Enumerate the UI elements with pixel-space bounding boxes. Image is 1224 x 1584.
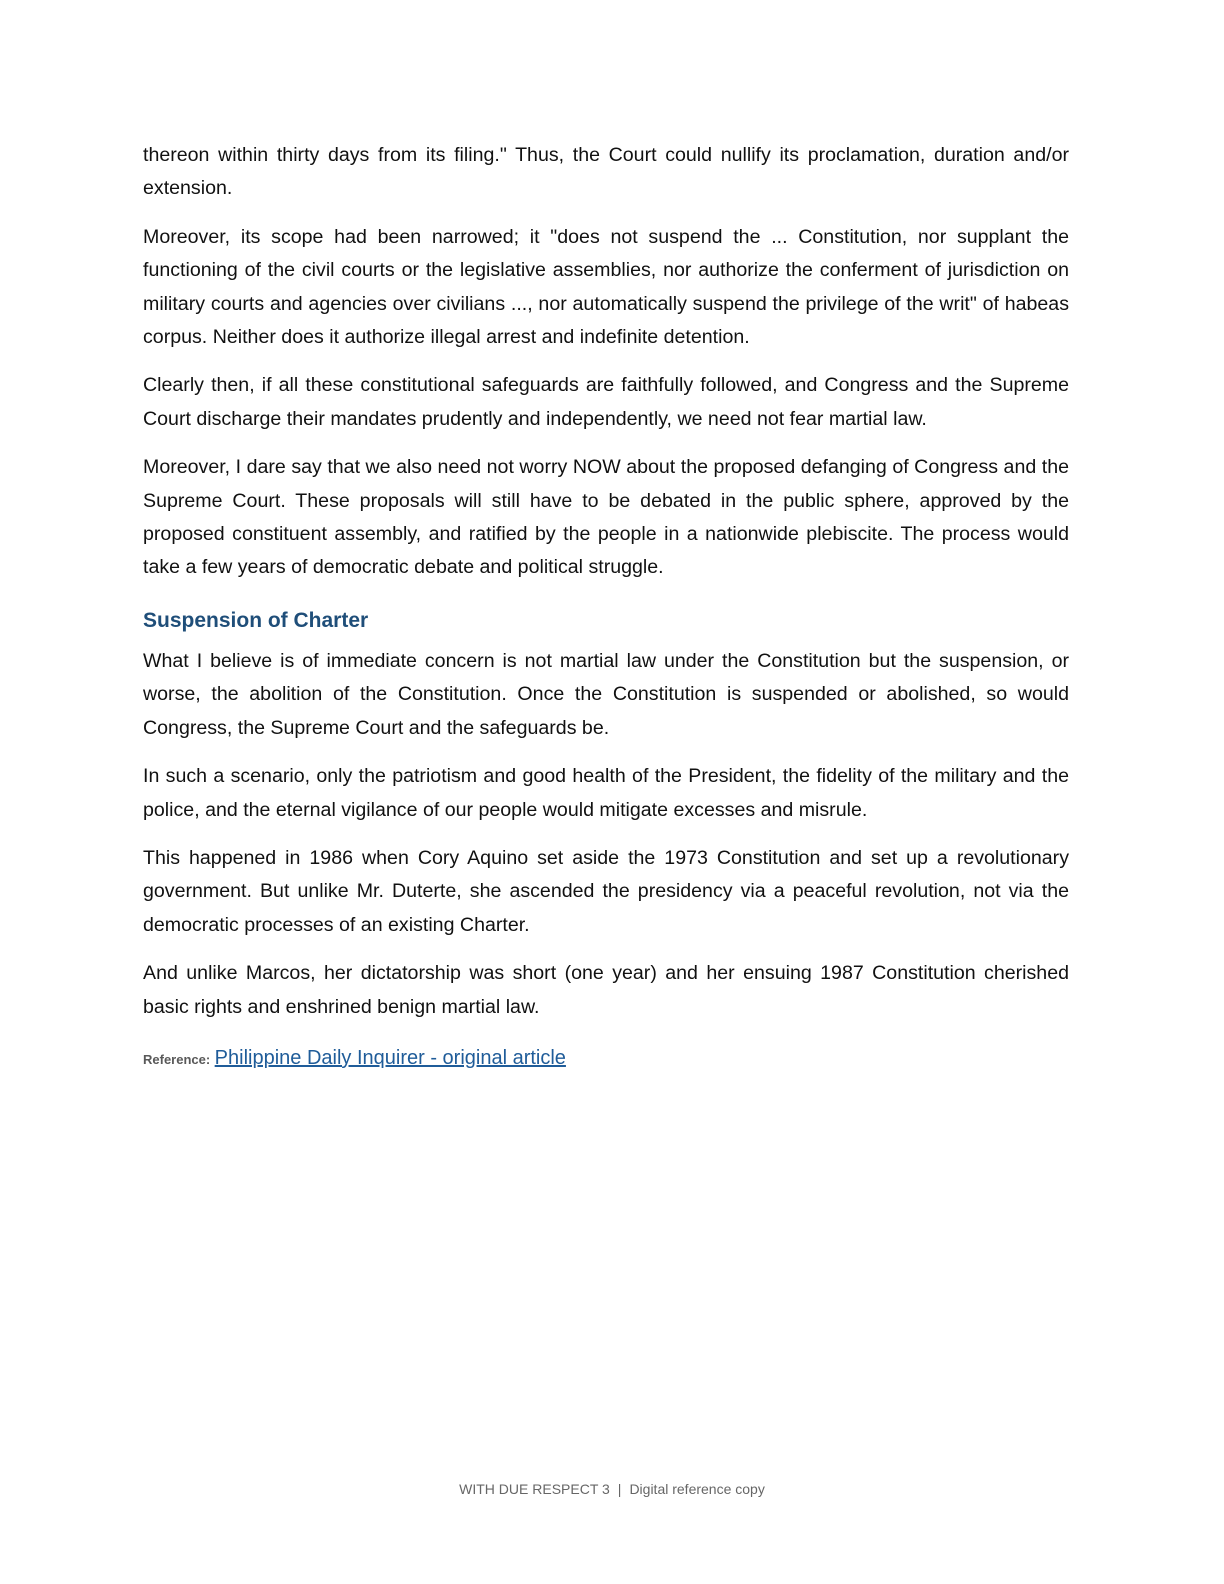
reference-line (143, 1044, 1069, 1074)
section-paragraph-1: What I believe is of immediate concern is not martial law under the Constitution but the suspension, or worse, the abolition of the Constitution. Once the Constitution is suspended or abolished, so would Congress, the Supreme Court and the safeguards be. (143, 649, 1069, 739)
paragraph-2: Moreover, its scope had been narrowed; it "does not suspend the ... Constitution, nor supplant the functioning of the civil courts or the legislative assemblies, nor authorize the conferment of jurisdiction on military courts and agencies over civilians ..., nor automatically suspend the privilege of the writ" of habeas corpus. Neither does it authorize illegal arrest and indefinite detention. (143, 225, 1069, 349)
paragraph-3: Clearly then, if all these constitutional safeguards are faithfully followed, and Congress and the Supreme Court discharge their mandates prudently and independently, we need not fear martial law. (143, 374, 1069, 430)
footer-separator: | (617, 1481, 622, 1497)
section-heading: Suspension of Charter (143, 608, 369, 632)
footer-title: WITH DUE RESPECT 3 (459, 1481, 610, 1497)
page-footer (0, 1479, 1224, 1499)
paragraph-1: thereon within thirty days from its filing." Thus, the Court could nullify its proclamation, duration and/or extension. (143, 144, 1069, 200)
section-paragraph-4: And unlike Marcos, her dictatorship was short (one year) and her ensuing 1987 Constitution cherished basic rights and enshrined benign martial law. (143, 962, 1069, 1018)
reference-link[interactable]: Philippine Daily Inquirer - original article (214, 1046, 566, 1069)
section-paragraph-3: This happened in 1986 when Cory Aquino set aside the 1973 Constitution and set up a revolutionary government. But unlike Mr. Duterte, she ascended the presidency via a peaceful revolution, not via the democratic processes of an existing Charter. (143, 846, 1069, 936)
reference-label: Reference: (143, 1051, 211, 1067)
paragraph-4: Moreover, I dare say that we also need not worry NOW about the proposed defanging of Congress and the Supreme Court. These proposals will still have to be debated in the public sphere, approved by the proposed constituent assembly, and ratified by the people in a nationwide plebiscite. The process would take a few years of democratic debate and political struggle. (143, 456, 1069, 579)
article-body (143, 139, 1069, 1074)
section-paragraph-2: In such a scenario, only the patriotism and good health of the President, the fidelity of the military and the police, and the eternal vigilance of our people would mitigate excesses and misrule. (143, 765, 1069, 821)
footer-note: Digital reference copy (629, 1481, 765, 1497)
